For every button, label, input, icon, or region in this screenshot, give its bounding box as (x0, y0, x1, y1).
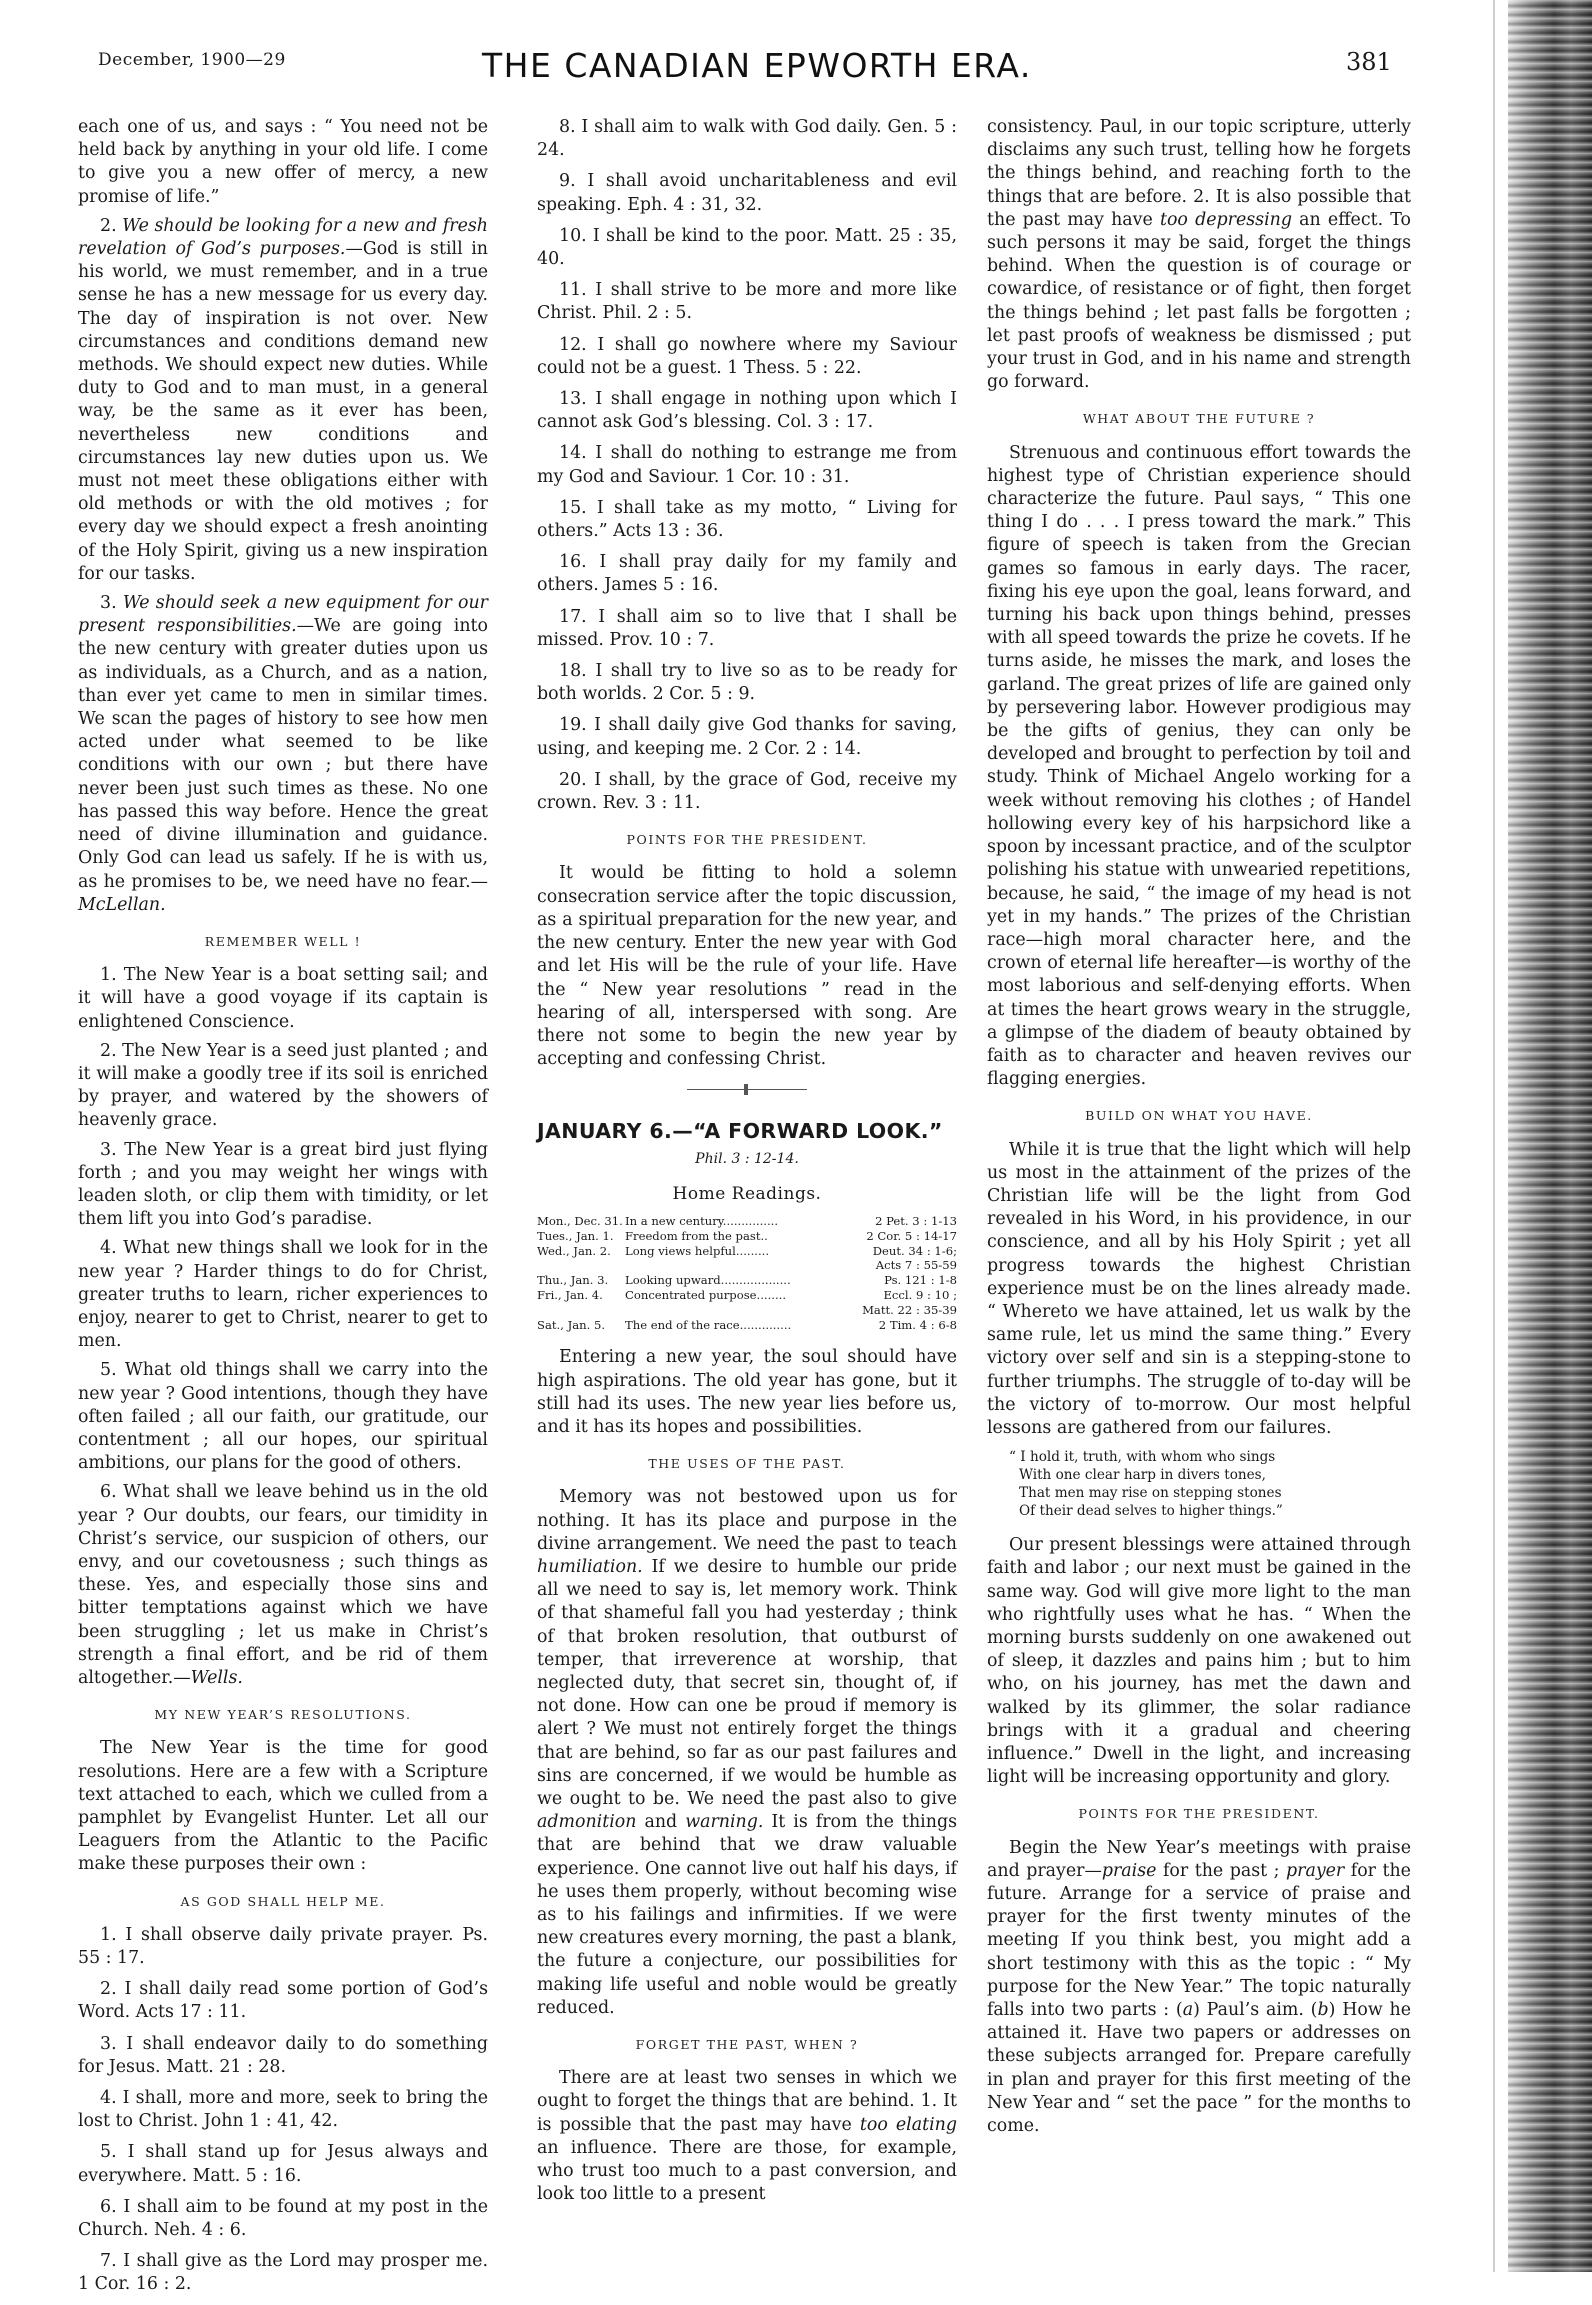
paragraph: Our present blessings were attained through faith and labor ; our next must be gained in the same way. God will give more light to the man who rightfully uses what he has. “ When the morning bursts suddenly on one awakened out of sleep, it dazzles and pains him ; but to him who, on his journey, has met the dawn and walked by its glimmer, the solar radiance brings with it a gradual and cheering influence.” Dwell in the light, and increasing light will be increasing opportunity and glory. (987, 1535, 1411, 1788)
list-item: 4. What new things shall we look for in the new year ? Harder things to do for Christ, greater truths to learn, richer experiences to enjoy, nearer to get to Christ, nearer to get to men. (78, 1238, 488, 1352)
resolution-item: 8. I shall aim to walk with God daily. Gen. 5 : 24. (537, 117, 957, 161)
section-heading: POINTS FOR THE PRESIDENT. (626, 832, 868, 848)
list-item: 2. The New Year is a seed just planted ; and it will make a goodly tree if its soil is enriched by prayer, and watered by the showers of heavenly grace. (78, 1040, 488, 1131)
italic-lead: We should seek a new equipment for our present responsibilities. (78, 593, 488, 637)
section-heading: BUILD ON WHAT YOU HAVE. (1085, 1108, 1313, 1124)
poem-line: With one clear harp in divers tones, (1019, 1467, 1266, 1484)
page-edge-line (1493, 0, 1495, 2272)
resolution-item: 16. I shall pray daily for my family and others. James 5 : 16. (537, 552, 957, 596)
reading-row: Tues., Jan. 1. Freedom from the past.. 2 Cor. 5 : 14-17 (537, 1228, 957, 1243)
list-item: 1. The New Year is a boat setting sail; and it will have a good voyage if its captain is enlightened Conscience. (78, 965, 488, 1032)
column-3 (987, 116, 1411, 2144)
section-heading: FORGET THE PAST, WHEN ? (635, 2036, 859, 2052)
resolution-item: 2. I shall daily read some portion of God’s Word. Acts 17 : 11. (78, 1979, 488, 2023)
resolution-item: 14. I shall do nothing to estrange me from my God and Saviour. 1 Cor. 10 : 31. (537, 443, 957, 487)
poem-line: “ I hold it, truth, with whom who sings (1009, 1449, 1276, 1466)
resolution-item: 12. I shall go nowhere where my Saviour could not be a guest. 1 Thess. 5 : 22. (537, 334, 957, 378)
section-divider (687, 1089, 807, 1090)
column-2 (537, 116, 957, 2212)
lesson-title: JANUARY 6.—“A FORWARD LOOK.” (537, 1119, 943, 1144)
paragraph: each one of us, and says : “ You need not be held back by anything in your old life. I come to give you a new offer of mercy, a new promise of life.” (78, 117, 488, 207)
resolution-item: 18. I shall try to live so as to be ready for both worlds. 2 Cor. 5 : 9. (537, 661, 957, 705)
paragraph: consistency. Paul, in our topic scripture, utterly disclaims any such trust, telling how he forgets the things behind, and reaching forth to the things that are before. 2. It is also possible that the past may have too depressing an effect. To such persons it may be said, forget the things behind. When the question is of courage or cowardice, of resistance or of fight, then forget the things behind ; let past falls be forgotten ; let past proofs of weakness be dismissed ; put your trust in God, and in his name and strength go forward. (987, 117, 1411, 393)
home-readings-table (537, 1214, 957, 1332)
resolution-item: 15. I shall take as my motto, “ Living for others.” Acts 13 : 36. (537, 497, 957, 542)
resolution-item: 5. I shall stand up for Jesus always and everywhere. Matt. 5 : 16. (78, 2142, 488, 2186)
paragraph: Memory was not bestowed upon us for nothing. It has its place and purpose in the divine arrangement. We need the past to teach humiliation. If we desire to humble our pride all we need to say is, let memory work. Think of that shameful fall you had yesterday ; think of that broken resolution, that outburst of temper, that irreverence at worship, that neglected duty, that secret sin, thought of, if not done. How can one be proud if memory is alert ? We must not entirely forget the things that are behind, so far as our past failures and sins are concerned, if we would be humble as we ought to be. We need the past also to give admonition and warning. It is from the things that are behind that we draw valuable experience. One cannot live out half his days, if he uses them properly, without becoming wise as to his failings and infirmities. If we were new creatures every morning, the past a blank, the future a conjecture, our possibilities for making life useful and noble would be greatly reduced. (537, 1487, 957, 2018)
list-item: 3. The New Year is a great bird just flying forth ; and you may weight her wings with leaden sloth, or clip them with timidity, or let them lift you into God’s paradise. (78, 1139, 488, 1230)
resolution-item: 13. I shall engage in nothing upon which I cannot ask God’s blessing. Col. 3 : 17. (537, 389, 957, 433)
resolution-item: 7. I shall give as the Lord may prosper me. 1 Cor. 16 : 2. (78, 2251, 488, 2295)
poem-line: Of their dead selves to higher things.” (1019, 1503, 1283, 1520)
resolution-item: 3. I shall endeavor daily to do something for Jesus. Matt. 21 : 28. (78, 2033, 488, 2077)
reading-row: Thu., Jan. 3. Looking upward................... Ps. 121 : 1-8 (537, 1273, 957, 1288)
resolution-item: 9. I shall avoid uncharitableness and evil speaking. Eph. 4 : 31, 32. (537, 171, 957, 215)
paragraph: Begin the New Year’s meetings with praise and prayer—praise for the past ; prayer for the future. Arrange for a service of praise and prayer for the first twenty minutes of the meeting If you think best, you might add a short testimony with this as the topic : “ My purpose for the New Year.” The topic naturally falls into two parts : (a) Paul’s aim. (b) How he attained it. Have two papers or addresses on these subjects arranged for. Prepare carefully in plan and prayer for this first meeting of the New Year and “ set the pace ” for the months to come. (987, 1837, 1411, 2137)
section-heading: REMEMBER WELL ! (204, 933, 362, 949)
issue-date: December, 1900—29 (98, 50, 286, 70)
section-heading: WHAT ABOUT THE FUTURE ? (1082, 411, 1316, 427)
reading-row: Matt. 22 : 35-39 (862, 1302, 957, 1317)
resolution-item: 6. I shall aim to be found at my post in the Church. Neh. 4 : 6. (78, 2196, 488, 2241)
resolution-item: 1. I shall observe daily private prayer. Ps. 55 : 17. (78, 1924, 488, 1969)
resolution-item: 17. I shall aim so to live that I shall be missed. Prov. 10 : 7. (537, 606, 957, 650)
resolution-item: 11. I shall strive to be more and more like Christ. Phil. 2 : 5. (537, 280, 957, 324)
section-heading: AS GOD SHALL HELP ME. (180, 1893, 386, 1909)
column-1 (78, 116, 488, 2305)
section-heading: THE USES OF THE PAST. (648, 1456, 846, 1472)
resolution-item: 19. I shall daily give God thanks for saving, using, and keeping me. 2 Cor. 2 : 14. (537, 715, 957, 759)
resolution-item: 20. I shall, by the grace of God, receive my crown. Rev. 3 : 11. (537, 769, 957, 814)
list-item: 5. What old things shall we carry into the new year ? Good intentions, though they have often failed ; all our faith, our gratitude, our contentment ; all our hopes, our spiritual ambitions, our plans for the good of others. (78, 1360, 488, 1474)
page-number: 381 (1346, 48, 1392, 76)
reading-row: Acts 7 : 55-59 (875, 1258, 957, 1273)
paragraph: Strenuous and continuous effort towards the highest type of Christian experience should characterize the future. Paul says, “ This one thing I do . . . I press toward the mark.” This figure of speech is taken from the Grecian games so famous in early days. The racer, fixing his eye upon the goal, leans forward, and turning his back upon things behind, presses with all speed towards the prize he covets. If he turns aside, he misses the mark, and loses the garland. The great prizes of life are gained only by persevering labor. However prodigious may be the gifts of genius, they can only be developed and brought to perfection by toil and study. Think of Michael Angelo working for a week without removing his clothes ; of Handel hollowing every key of his harpsichord like a spoon by incessant practice, and of the sculptor polishing his statue with unwearied repetitions, because, he said, “ the image of my head is not yet in my hands.” The prizes of the Christian race—high moral character here, and the crown of eternal life hereafter—is worthy of the most laborious and self-denying efforts. When at times the heart grows weary in the struggle, a glimpse of the diadem of beauty obtained by faith as to character and heaven revives our flagging energies. (987, 442, 1411, 1090)
reading-row: Mon., Dec. 31. In a new century............... 2 Pet. 3 : 1-13 (537, 1213, 957, 1228)
resolution-item: 4. I shall, more and more, seek to bring the lost to Christ. John 1 : 41, 42. (78, 2088, 488, 2132)
torn-page-edge (1508, 0, 1592, 2272)
poem-quote (1009, 1448, 1411, 1520)
signature: Wells. (190, 1668, 243, 1688)
paragraph: It would be fitting to hold a solemn consecration service after the topic discussion, as a spiritual preparation for the new year, and the new century. Enter the new year with God and let His will be the rule of your life. Have the “ New year resolutions ” read in the hearing of all, interspersed with song. Are there not some to begin the new year by accepting and confessing Christ. (537, 863, 957, 1070)
paragraph: 2. We should be looking for a new and fresh revelation of God’s purposes.—God is still in his world, we must remember, and in a true sense he has a new message for us every day. The day of inspiration is not over. New circumstances and conditions demand new methods. We should expect new duties. While duty to God and to man must, in a general way, be the same as it ever has been, nevertheless new conditions and circumstances lay new duties upon us. We must not meet these obligations either with old methods or with the old motives ; for every day we should expect a fresh anointing of the Holy Spirit, giving us a new inspiration for our tasks. (78, 215, 489, 584)
lesson-reference: Phil. 3 : 12-14. (695, 1150, 799, 1167)
resolution-item: 10. I shall be kind to the poor. Matt. 25 : 35, 40. (537, 225, 957, 270)
signature: McLellan. (78, 894, 166, 915)
italic-lead: We should be looking for a new and fresh revelation of God’s purposes. (78, 215, 489, 260)
poem-line: That men may rise on stepping stones (1019, 1485, 1282, 1502)
reading-row: Wed., Jan. 2. Long views helpful......... Deut. 34 : 1-6; (537, 1243, 957, 1258)
list-item: 6. What shall we leave behind us in the old year ? Our doubts, our fears, our timidity in Christ’s service, our suspicion of others, our envy, and our covetousness ; such things as these. Yes, and especially those sins and bitter temptations against which we have been struggling ; let us make in Christ’s strength a final effort, and be rid of them altogether.—Wells. (78, 1482, 488, 1688)
section-heading: POINTS FOR THE PRESIDENT. (1078, 1806, 1320, 1822)
paragraph: There are at least two senses in which we ought to forget the things that are behind. 1. It is possible that the past may have too elating an influence. There are those, for example, who trust too much to a past conversion, and look too little to a present (537, 2068, 957, 2205)
reading-row: Fri., Jan. 4. Concentrated purpose........ Eccl. 9 : 10 ; (537, 1287, 957, 1302)
home-readings-title: Home Readings. (672, 1183, 822, 1204)
paragraph: 3. We should seek a new equipment for our present responsibilities.—We are going into the new century with greater duties upon us as individuals, as a Church, and as a nation, than ever yet came to men in similar times. We scan the pages of history to see how men acted under what seemed to be like conditions with our own ; but there have never been just such times as these. No one has passed this way before. Hence the great need of divine illumination and guidance. Only God can lead us safely. If he is with us, as he promises to be, we need have no fear.—McLellan. (78, 593, 488, 915)
section-heading: MY NEW YEAR’S RESOLUTIONS. (154, 1707, 412, 1723)
paragraph: The New Year is the time for good resolutions. Here are a few with a Scripture text attached to each, which we culled from a pamphlet by Evangelist Hunter. Let all our Leaguers from the Atlantic to the Pacific make these purposes their own : (78, 1738, 488, 1875)
paragraph: Entering a new year, the soul should have high aspirations. The old year has gone, but it still had its uses. The new year lies before us, and it has its hopes and possibilities. (537, 1347, 957, 1437)
masthead-title: THE CANADIAN EPWORTH ERA. (482, 46, 1032, 85)
paragraph: While it is true that the light which will help us most in the attainment of the prizes of the Christian life will be the light from God revealed in his Word, in his providence, in our conscience, and all by his Holy Spirit ; yet all progress towards the highest Christian experience must be on the lines already made. “ Whereto we have attained, let us walk by the same rule, let us mind the same thing.” Every victory over self and sin is a stepping-stone to further triumphs. The struggle of to-day will be the victory of to-morrow. Our most helpful lessons are gathered from our failures. (987, 1139, 1411, 1438)
reading-row: Sat., Jan. 5. The end of the race.............. 2 Tim. 4 : 6-8 (537, 1317, 957, 1332)
